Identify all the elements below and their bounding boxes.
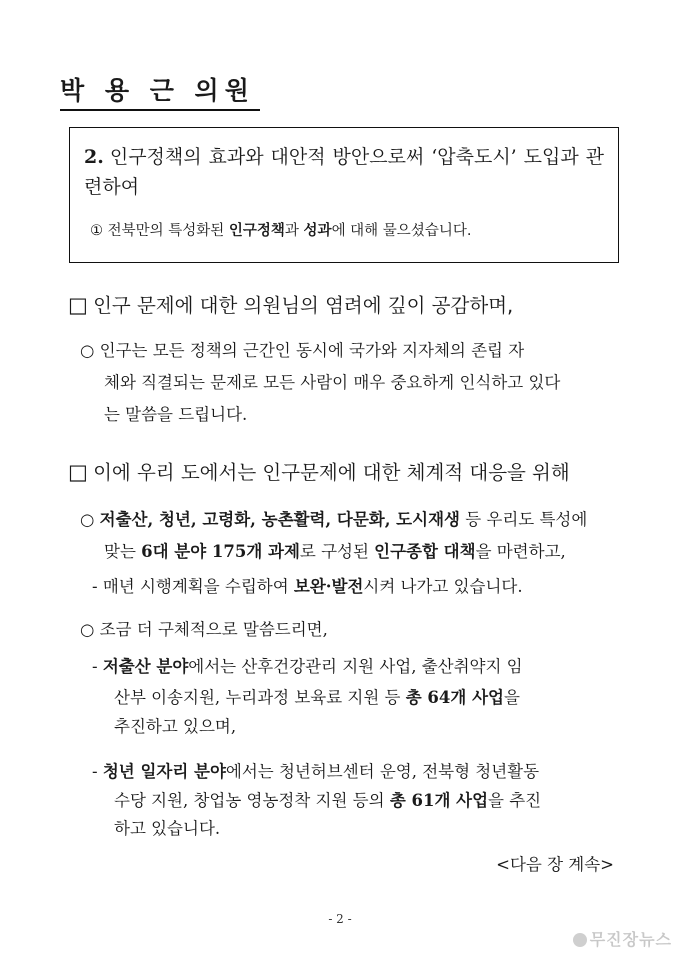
item1-text: 맞는 bbox=[104, 542, 142, 561]
detail1-bold: 저출산 분야 bbox=[102, 657, 189, 676]
page-title: 박 용 근 의원 bbox=[60, 76, 260, 111]
item1-text: 을 마련하고, bbox=[475, 542, 566, 561]
detail1-line1 bbox=[92, 655, 523, 679]
item1-bold-count: 6대 분야 175개 과제 bbox=[141, 542, 300, 561]
sub-text: 에 대해 물으셨습니다. bbox=[331, 223, 472, 239]
item1-line2 bbox=[104, 540, 566, 564]
item1-sub-text: 시켜 나가고 있습니다. bbox=[363, 577, 523, 596]
detail2-line2 bbox=[114, 789, 541, 813]
circle-bullet-icon: ○ bbox=[80, 510, 100, 529]
sub-text: 과 bbox=[284, 223, 304, 239]
sub-bold-result: 성과 bbox=[303, 223, 332, 239]
watermark-text: 무진장뉴스 bbox=[589, 930, 672, 949]
section1-heading bbox=[68, 293, 513, 319]
section1-heading-text: 인구 문제에 대한 의원님의 염려에 깊이 공감하며, bbox=[93, 294, 514, 317]
item1-sub-text: - 매년 시행계획을 수립하여 bbox=[92, 577, 294, 596]
page-number: - 2 - bbox=[328, 912, 352, 926]
item1-bold-fields: 저출산, 청년, 고령화, 농촌활력, 다문화, 도시재생 bbox=[99, 510, 460, 529]
section1-para-line2: 체와 직결되는 문제로 모든 사람이 매우 중요하게 인식하고 있다 bbox=[104, 373, 561, 392]
item1-line1 bbox=[80, 508, 587, 532]
item1-subline bbox=[92, 575, 523, 599]
square-bullet-icon: □ bbox=[68, 460, 88, 484]
question-text: 인구정책의 효과와 대안적 방안으로써 ‘압축도시’ 도입과 관련하여 bbox=[84, 146, 604, 198]
watermark-logo bbox=[573, 927, 672, 950]
dash-bullet: - bbox=[92, 657, 103, 676]
section2-heading bbox=[68, 460, 570, 486]
question-number: 2. bbox=[84, 146, 104, 168]
item1-sub-bold: 보완·발전 bbox=[293, 577, 364, 596]
square-bullet-icon: □ bbox=[68, 293, 88, 317]
detail2-line3: 하고 있습니다. bbox=[114, 819, 221, 838]
dash-bullet: - bbox=[92, 762, 103, 781]
question-subitem bbox=[90, 220, 610, 242]
detail2-bold: 청년 일자리 분야 bbox=[102, 762, 226, 781]
detail2-text: 을 추진 bbox=[488, 791, 542, 810]
continued-note: <다음 장 계속> bbox=[496, 855, 614, 874]
section1-para-line3: 는 말씀을 드립니다. bbox=[104, 405, 248, 424]
item1-bold-plan: 인구종합 대책 bbox=[374, 542, 476, 561]
logo-icon bbox=[573, 933, 587, 947]
detail2-text: 에서는 청년허브센터 운영, 전북형 청년활동 bbox=[225, 762, 540, 781]
detail1-line3: 추진하고 있으며, bbox=[114, 717, 237, 736]
detail2-bold-total: 총 61개 사업 bbox=[389, 791, 489, 810]
detail1-line2 bbox=[114, 686, 520, 710]
question-box bbox=[69, 127, 619, 263]
detail1-bold-total: 총 64개 사업 bbox=[405, 688, 504, 707]
detail1-text: 에서는 산후건강관리 지원 사업, 출산취약지 임 bbox=[188, 657, 523, 676]
question-heading bbox=[84, 142, 604, 202]
detail2-text: 수당 지원, 창업농 영농정착 지원 등의 bbox=[114, 791, 390, 810]
item2-line: ○ 조금 더 구체적으로 말씀드리면, bbox=[80, 620, 328, 639]
item1-text: 로 구성된 bbox=[299, 542, 375, 561]
section1-para-line1: ○ 인구는 모든 정책의 근간인 동시에 국가와 지자체의 존립 자 bbox=[80, 341, 525, 360]
sub-bold-policy: 인구정책 bbox=[228, 223, 285, 239]
item1-text: 등 우리도 특성에 bbox=[459, 510, 588, 529]
detail1-text: 을 bbox=[503, 688, 520, 707]
detail1-text: 산부 이송지원, 누리과정 보육료 지원 등 bbox=[114, 688, 406, 707]
section2-heading-text: 이에 우리 도에서는 인구문제에 대한 체계적 대응을 위해 bbox=[93, 461, 570, 484]
detail2-line1 bbox=[92, 760, 539, 784]
sub-text: ① 전북만의 특성화된 bbox=[90, 223, 229, 239]
